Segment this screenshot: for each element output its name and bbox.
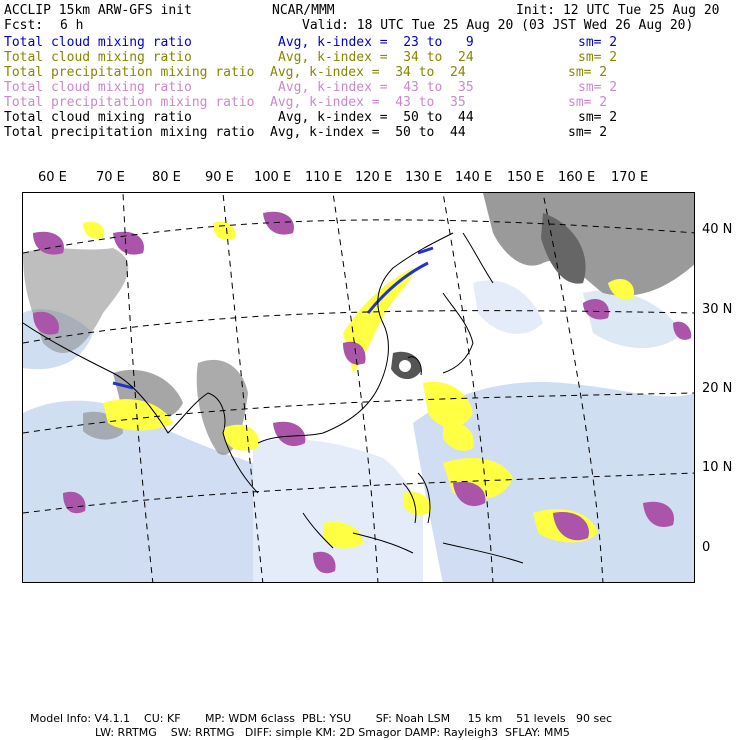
legend-sm: sm= 2 (578, 80, 618, 95)
legend-field: Total precipitation mixing ratio (4, 95, 255, 110)
lat-label: 20 N (702, 381, 733, 396)
legend-avg: Avg, k-index = 34 to 24 (278, 50, 474, 65)
legend-field: Total precipitation mixing ratio (4, 125, 255, 140)
legend-sm: sm= 2 (568, 125, 608, 140)
forecast-label: Fcst: (4, 18, 44, 33)
legend-avg: Avg, k-index = 43 to 35 (278, 80, 474, 95)
lon-label: 150 E (507, 170, 545, 185)
lon-label: 130 E (405, 170, 443, 185)
center-label: NCAR/MMM (272, 3, 335, 18)
legend-avg: Avg, k-index = 50 to 44 (270, 125, 466, 140)
legend-avg: Avg, k-index = 34 to 24 (270, 65, 466, 80)
lat-label: 10 N (702, 460, 733, 475)
lon-label: 160 E (558, 170, 596, 185)
legend-field: Total precipitation mixing ratio (4, 65, 255, 80)
lon-label: 120 E (355, 170, 393, 185)
legend-field: Total cloud mixing ratio (4, 110, 192, 125)
legend-sm: sm= 2 (578, 50, 618, 65)
lon-label: 170 E (611, 170, 649, 185)
forecast-map (22, 192, 695, 583)
lat-label: 30 N (702, 302, 733, 317)
lon-label: 60 E (38, 170, 67, 185)
init-time: Init: 12 UTC Tue 25 Aug 20 (516, 3, 720, 18)
map-title: ACCLIP 15km ARW-GFS init (4, 3, 192, 18)
legend-field: Total cloud mixing ratio (4, 35, 192, 50)
legend-sm: sm= 2 (568, 95, 608, 110)
lon-label: 80 E (152, 170, 181, 185)
lat-label: 0 (702, 540, 711, 555)
lon-label: 90 E (205, 170, 234, 185)
model-info-line2: LW: RRTMG SW: RRTMG DIFF: simple KM: 2D Smagor DAMP: Rayleigh3 SFLAY: MM5 (95, 726, 570, 739)
lon-label: 100 E (254, 170, 292, 185)
lon-label: 140 E (455, 170, 493, 185)
legend-sm: sm= 2 (578, 35, 618, 50)
legend-avg: Avg, k-index = 43 to 35 (270, 95, 466, 110)
forecast-hour: 6 h (60, 18, 84, 33)
legend-sm: sm= 2 (568, 65, 608, 80)
model-info-line1: Model Info: V4.1.1 CU: KF MP: WDM 6class PBL: YSU SF: Noah LSM 15 km 51 levels 90 sec (30, 712, 613, 725)
map-canvas (23, 193, 695, 583)
legend-avg: Avg, k-index = 50 to 44 (278, 110, 474, 125)
legend-sm: sm= 2 (578, 110, 618, 125)
valid-time: Valid: 18 UTC Tue 25 Aug 20 (03 JST Wed 26 Aug 20) (302, 18, 694, 33)
legend-field: Total cloud mixing ratio (4, 80, 192, 95)
lat-label: 40 N (702, 222, 733, 237)
lon-label: 110 E (305, 170, 343, 185)
legend-field: Total cloud mixing ratio (4, 50, 192, 65)
lon-label: 70 E (96, 170, 125, 185)
legend-avg: Avg, k-index = 23 to 9 (278, 35, 474, 50)
